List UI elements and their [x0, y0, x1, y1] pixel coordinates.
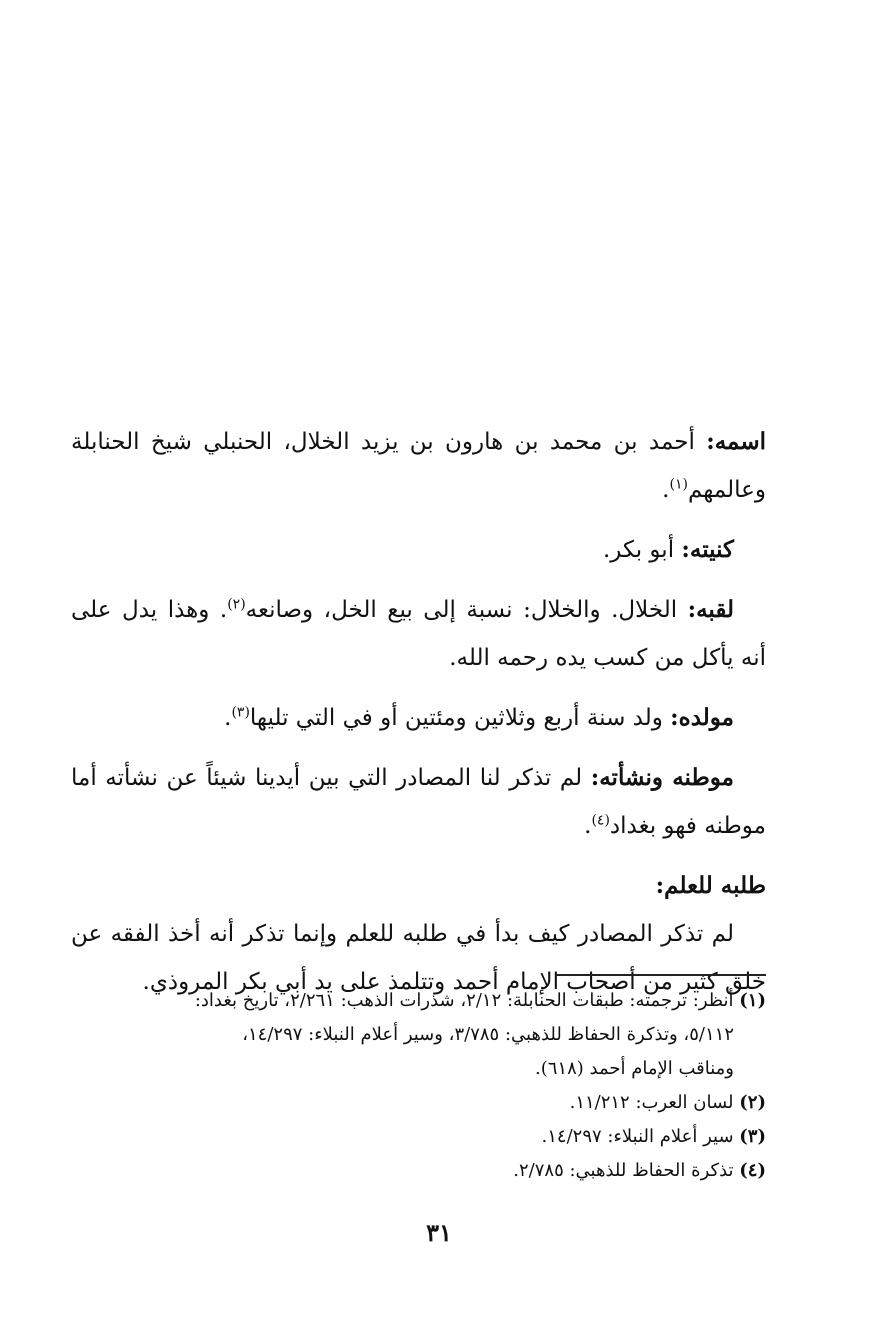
laqab-label: لقبه: [687, 596, 734, 623]
footnote-text: لسان العرب: ١١/٢١٢. [569, 1092, 734, 1113]
footnote-3 [71, 1120, 766, 1154]
footnotes [71, 984, 766, 1188]
laqab-paragraph [71, 586, 766, 682]
homeland-text: لم تذكر لنا المصادر التي بين أيدينا شيئاً عن نشأته أما موطنه فهو بغداد [71, 765, 766, 839]
footnote-number: (٣) [739, 1126, 766, 1147]
birth-paragraph [71, 694, 766, 742]
birth-text: ولد سنة أربع وثلاثين ومئتين أو في التي تليها [249, 705, 663, 731]
study-paragraph: لم تذكر المصادر كيف بدأ في طلبه للعلم وإنما تذكر أنه أخذ الفقه عن خلق كثير من أصحاب الإمام أحمد وتتلمذ على يد أبي بكر المروذي. [71, 921, 766, 995]
footnote-number: (٤) [739, 1160, 766, 1181]
footnote-text: أنظر: ترجمته: طبقات الحنابلة: ٢/١٢، شذرات الذهب: ٢/٢٦١، تاريخ بغداد: [194, 990, 734, 1011]
study-heading: طلبه للعلم: [655, 872, 766, 899]
footnote-divider [556, 974, 766, 976]
footnote-4 [71, 1154, 766, 1188]
footnote-2 [71, 1086, 766, 1120]
footnote-number: (١) [739, 990, 766, 1011]
kunya-text: أبو بكر. [603, 537, 675, 563]
footnote-number: (٢) [739, 1092, 766, 1113]
name-end: . [662, 477, 670, 503]
kunya-paragraph [71, 526, 766, 574]
footnote-ref-2: (٢) [227, 596, 246, 613]
footnote-1 [71, 984, 766, 1086]
footnote-ref-3: (٣) [231, 704, 250, 721]
laqab-text-1: الخلال. والخلال: نسبة إلى بيع الخل، وصانعه [245, 597, 678, 623]
homeland-paragraph [71, 754, 766, 850]
birth-end: . [224, 705, 232, 731]
footnote-ref-4: (٤) [591, 812, 610, 829]
footnote-text: ٥/١١٢، وتذكرة الحفاظ للذهبي: ٣/٧٨٥، وسير أعلام النبلاء: ١٤/٢٩٧، [242, 1024, 734, 1045]
name-paragraph [71, 418, 766, 514]
laqab-text-2: . وهذا يدل على أنه يأكل من كسب يده رحمه الله. [71, 597, 766, 671]
name-text: أحمد بن محمد بن هارون بن يزيد الخلال، الحنبلي شيخ الحنابلة وعالمهم [71, 429, 766, 503]
name-label: اسمه: [706, 428, 766, 455]
homeland-label: موطنه ونشأته: [590, 764, 734, 791]
page-number: ٣١ [426, 1218, 452, 1247]
birth-label: مولده: [670, 704, 734, 731]
footnote-text: تذكرة الحفاظ للذهبي: ٢/٧٨٥. [513, 1160, 734, 1181]
homeland-end: . [584, 813, 592, 839]
footnote-text: سير أعلام النبلاء: ١٤/٢٩٧. [541, 1126, 734, 1147]
footnote-text: ومناقب الإمام أحمد (٦١٨). [534, 1058, 734, 1079]
main-text [71, 418, 766, 1018]
kunya-label: كنيته: [681, 536, 734, 563]
footnote-ref-1: (١) [669, 476, 688, 493]
